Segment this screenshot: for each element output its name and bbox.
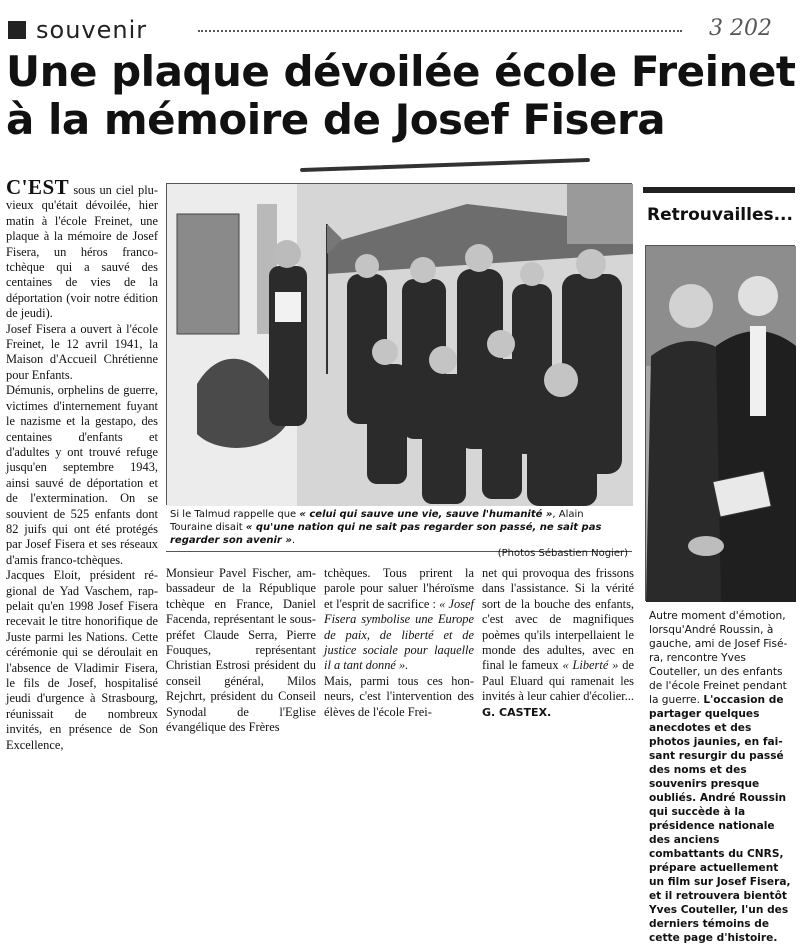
author-signature: G. CASTEX.	[482, 705, 552, 719]
caption-quote-talmud: « celui qui sauve une vie, sauve l'humanité »	[299, 509, 553, 520]
pen-underline-stroke	[300, 158, 590, 172]
article-column-2: Monsieur Pavel Fischer, ambassadeur de la République tchèque en France, Daniel Facenda, représentant le sous-préfet Claude Serra, Pierre Fouques, représentant Christian Estrosi président du conseil général, Milos Rejchrt, président du Conseil Synodal de l'Eglise évangélique des Frères	[166, 566, 316, 735]
sidebar-title: Retrouvailles...	[647, 205, 793, 225]
photo-credit: (Photos Sébastien Nogier)	[497, 548, 628, 559]
rubric-label: souvenir	[36, 16, 148, 44]
article-paragraph-2: Josef Fisera a ouvert à l'école Freinet, le 12 avril 1941, la Maison d'Accueil Chrétienne pour Enfants.	[6, 321, 158, 382]
headline	[6, 48, 796, 144]
article-paragraph-4: Jacques Eloit, président régional de Yad Vaschem, rappelait qu'en 1998 Josef Fisera recevait le titre honorifique de Juste parmi les Nations. Cette cérémonie qui se déroulait en l'absence de Vladimir Fisera, le fils de Josef, hospitalisé jeudi d'urgence à Strasbourg, réunissait de nombreux invités, en présence de Son Excellence,	[6, 568, 158, 752]
rubric-dotted-rule	[198, 30, 682, 32]
article-column-3: tchèques. Tous prirent la parole pour saluer l'héroïsme et l'esprit de sacrifice : « Josef Fisera symbolise une Europe de paix, de liberté et de justice sociale pour laquelle il a tant donné ». Mais, parmi tous ces honneurs, c'est l'intervention des élèves de l'école Frei-	[324, 566, 474, 719]
article-column-4: net qui provoqua des frissons dans l'assistance. Si la vérité sort de la bouche des enfants, c'est avec de magnifiques poèmes qu'ils interpellaient le monde des adultes, avec en final le fameux « Liberté » de Paul Eluard qui ramenait les invités à leur cahier d'écolier... G. CASTEX.	[482, 566, 634, 719]
rubric-square-icon	[8, 21, 26, 39]
quote-fisera: « Josef Fisera symbolise une Europe de paix, de liberté et de justice sociale pour laquelle il a tant donné ».	[324, 596, 474, 673]
quote-liberte: « Liberté »	[562, 658, 619, 673]
section-rubric	[8, 16, 792, 44]
sidebar-photo	[645, 245, 795, 601]
handwritten-note: 3 202	[709, 16, 772, 41]
drop-cap: C'EST	[6, 175, 70, 199]
photo-caption: Si le Talmud rappelle que « celui qui sauve une vie, sauve l'humanité », Alain Touraine disait « qu'une nation qui ne sait pas regarder son passé, ne sait pas regarder son avenir ». (Photos Sébastien Nogier)	[166, 506, 632, 552]
headline-line-2: à la mémoire de Josef Fisera	[6, 95, 666, 144]
sidebar-text: Autre moment d'émotion, lorsqu'André Roussin, à gauche, ami de Josef Fiséra, rencontre Yves Couteller, un des enfants de l'école Freinet pendant la guerre. L'occasion de partager quelques anecdotes et des photos jaunies, en faisant resurgir du passé des noms et des souvenirs presque oubliés. André Roussin qui succède à la présidence nationale des anciens combattants du CNRS, prépare actuellement un film sur Josef Fisera, et il retrouvera bientôt Yves Couteller, l'un des derniers témoins de cette page d'histoire.	[649, 610, 791, 944]
sidebar-top-bar	[643, 187, 795, 193]
article-paragraph-1: C'EST sous un ciel pluvieux qu'était dévoilée, hier matin à l'école Freinet, une plaque à la mémoire de Josef Fisera, un héros franco-tchèque qui a sauvé des centaines de vies de la déportation (voir notre édition de jeudi).	[6, 175, 158, 321]
ceremony-photo-illustration	[167, 184, 633, 506]
sidebar-photo-illustration	[646, 246, 796, 602]
headline-line-1: Une plaque dévoilée école Freinet	[6, 47, 796, 96]
main-photo-ceremony	[166, 183, 632, 505]
article-paragraph-3: Démunis, orphelins de guerre, victimes d'internement fuyant le nazisme et la gestapo, des centaines d'enfants et d'adultes y ont trouvé refuge jusqu'en septembre 1943, ainsi sauvé de déportation et de l'extermination. On se souvient de 525 enfants dont 82 juifs qui ont été protégés par Josef Fisera et ses réseaux d'amis franco-tchèques.	[6, 383, 158, 567]
article-column-1	[6, 175, 158, 753]
sidebar-retrouvailles	[643, 187, 795, 944]
caption-quote-touraine: « qu'une nation qui ne sait pas regarder son passé, ne sait pas regarder son avenir »	[170, 522, 602, 546]
